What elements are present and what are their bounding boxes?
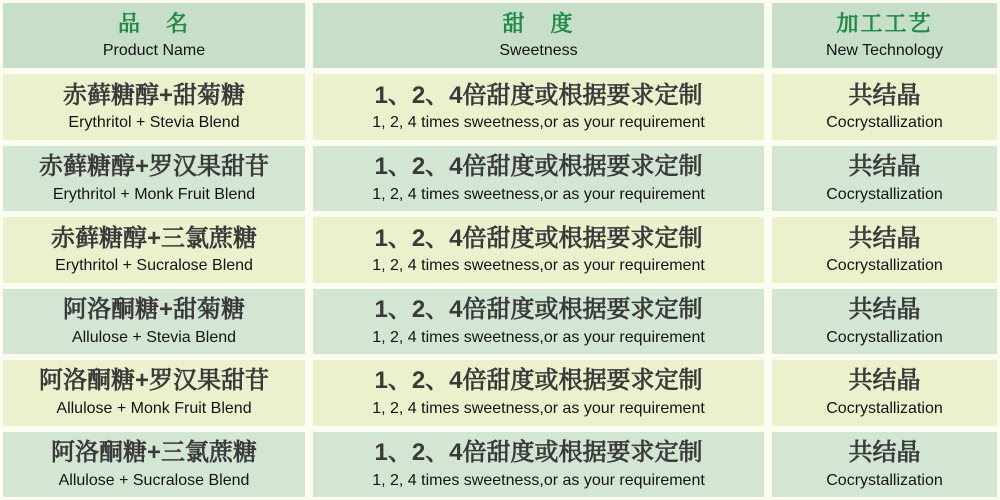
product-name-en: Erythritol + Monk Fruit Blend bbox=[52, 185, 256, 203]
header-cell-process bbox=[772, 3, 997, 68]
process-zh: 共结晶 bbox=[848, 367, 921, 395]
sweetness-zh: 1、2、4倍甜度或根据要求定制 bbox=[374, 367, 703, 395]
product-name-en: Allulose + Stevia Blend bbox=[71, 328, 237, 346]
product-name-zh: 赤藓糖醇+罗汉果甜苷 bbox=[38, 153, 269, 181]
product-name-zh: 赤藓糖醇+三氯蔗糖 bbox=[50, 224, 257, 252]
sweetness-en: 1, 2, 4 times sweetness,or as your requirement bbox=[372, 471, 705, 489]
sweetness-cell bbox=[313, 360, 764, 425]
product-cell bbox=[3, 74, 305, 139]
product-cell bbox=[3, 289, 305, 354]
header-sweetness-en: Sweetness bbox=[499, 41, 578, 59]
sweetness-zh: 1、2、4倍甜度或根据要求定制 bbox=[374, 438, 703, 466]
header-process-zh: 加工工艺 bbox=[836, 11, 933, 37]
product-name-en: Erythritol + Sucralose Blend bbox=[55, 257, 253, 275]
header-product-name-zh: 品 名 bbox=[117, 11, 190, 37]
product-cell bbox=[3, 432, 305, 497]
sweetness-cell bbox=[313, 432, 764, 497]
header-sweetness-zh: 甜 度 bbox=[502, 11, 575, 37]
sweetness-cell bbox=[313, 289, 764, 354]
process-cell bbox=[772, 217, 997, 282]
sweetness-cell bbox=[313, 217, 764, 282]
sweetness-cell bbox=[313, 74, 764, 139]
process-en: Cocrystallization bbox=[826, 114, 943, 132]
process-en: Cocrystallization bbox=[826, 328, 943, 346]
product-name-zh: 赤藓糖醇+甜菊糖 bbox=[62, 81, 245, 109]
process-cell bbox=[772, 146, 997, 211]
product-name-zh: 阿洛酮糖+罗汉果甜苷 bbox=[38, 367, 269, 395]
sweetness-zh: 1、2、4倍甜度或根据要求定制 bbox=[374, 295, 703, 323]
sweetness-en: 1, 2, 4 times sweetness,or as your requirement bbox=[372, 400, 705, 418]
product-name-en: Erythritol + Stevia Blend bbox=[68, 114, 240, 132]
process-zh: 共结晶 bbox=[848, 438, 921, 466]
product-cell bbox=[3, 146, 305, 211]
header-cell-product-name bbox=[3, 3, 305, 68]
header-cell-sweetness bbox=[313, 3, 764, 68]
process-zh: 共结晶 bbox=[848, 295, 921, 323]
process-zh: 共结晶 bbox=[848, 81, 921, 109]
process-en: Cocrystallization bbox=[826, 257, 943, 275]
process-en: Cocrystallization bbox=[826, 185, 943, 203]
process-cell bbox=[772, 432, 997, 497]
product-name-en: Allulose + Sucralose Blend bbox=[58, 471, 250, 489]
sweetness-en: 1, 2, 4 times sweetness,or as your requirement bbox=[372, 328, 705, 346]
sweetness-en: 1, 2, 4 times sweetness,or as your requirement bbox=[372, 185, 705, 203]
product-cell bbox=[3, 360, 305, 425]
product-name-zh: 阿洛酮糖+三氯蔗糖 bbox=[50, 438, 257, 466]
header-process-en: New Technology bbox=[825, 41, 944, 59]
process-en: Cocrystallization bbox=[826, 471, 943, 489]
sweetness-en: 1, 2, 4 times sweetness,or as your requirement bbox=[372, 257, 705, 275]
process-cell bbox=[772, 74, 997, 139]
product-cell bbox=[3, 217, 305, 282]
process-cell bbox=[772, 360, 997, 425]
sweetness-cell bbox=[313, 146, 764, 211]
process-en: Cocrystallization bbox=[826, 400, 943, 418]
sweetness-zh: 1、2、4倍甜度或根据要求定制 bbox=[374, 224, 703, 252]
sweetness-zh: 1、2、4倍甜度或根据要求定制 bbox=[374, 153, 703, 181]
product-name-en: Allulose + Monk Fruit Blend bbox=[56, 400, 252, 418]
product-name-zh: 阿洛酮糖+甜菊糖 bbox=[62, 295, 245, 323]
sweetness-en: 1, 2, 4 times sweetness,or as your requirement bbox=[372, 114, 705, 132]
header-product-name-en: Product Name bbox=[102, 41, 206, 59]
process-zh: 共结晶 bbox=[848, 153, 921, 181]
sweetness-zh: 1、2、4倍甜度或根据要求定制 bbox=[374, 81, 703, 109]
process-zh: 共结晶 bbox=[848, 224, 921, 252]
process-cell bbox=[772, 289, 997, 354]
